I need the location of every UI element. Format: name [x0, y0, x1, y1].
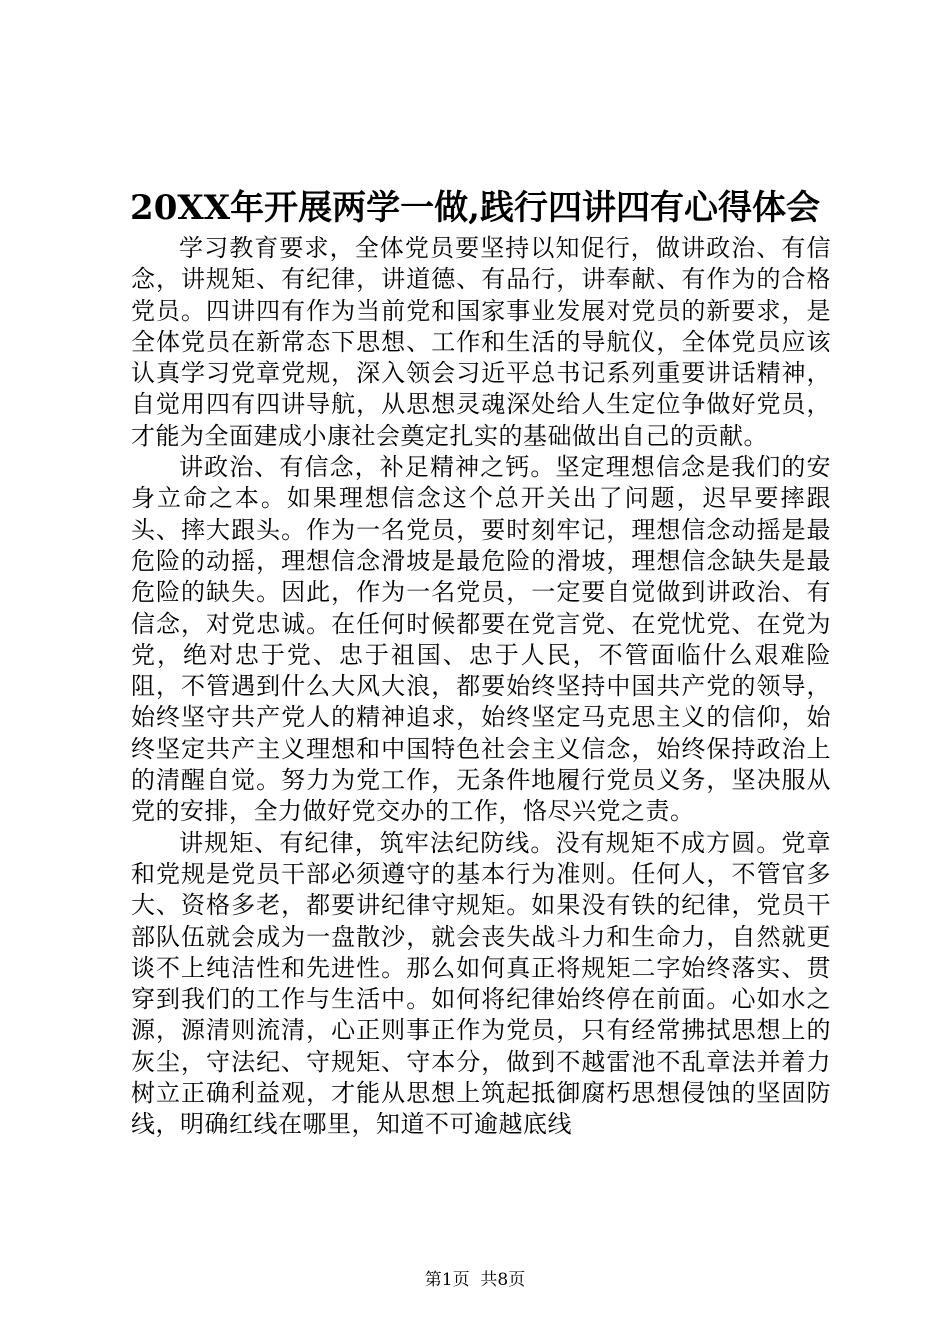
document-body: [131, 233, 831, 1141]
page-number-label: 第1页 共8页: [424, 1270, 526, 1290]
document-title: 20XX年开展两学一做,践行四讲四有心得体会: [130, 188, 820, 228]
paragraph-politics: 讲政治、有信念，补足精神之钙。坚定理想信念是我们的安身立命之本。如果理想信念这个总开关出了问题，迟早要摔跟头、摔大跟头。作为一名党员，要时刻牢记，理想信念动摇是最危险的动摇，理想信念滑坡是最危险的滑坡，理想信念缺失是最危险的缺失。因此，作为一名党员，一定要自觉做到讲政治、有信念，对党忠诚。在任何时候都要在党言党、在党忧党、在党为党，绝对忠于党、忠于祖国、忠于人民，不管面临什么艰难险阻，不管遇到什么大风大浪，都要始终坚持中国共产党的领导，始终坚守共产党人的精神追求，始终坚定马克思主义的信仰，始终坚定共产主义理想和中国特色社会主义信念，始终保持政治上的清醒自觉。努力为党工作，无条件地履行党员义务，坚决服从党的安排，全力做好党交办的工作，恪尽兴党之责。: [131, 453, 831, 826]
paragraph-discipline: 讲规矩、有纪律，筑牢法纪防线。没有规矩不成方圆。党章和党规是党员干部必须遵守的基本行为准则。任何人，不管官多大、资格多老，都要讲纪律守规矩。如果没有铁的纪律，党员干部队伍就会成为一盘散沙，就会丧失战斗力和生命力，自然就更谈不上纯洁性和先进性。那么如何真正将规矩二字始终落实、贯穿到我们的工作与生活中。如何将纪律始终停在前面。心如水之源，源清则流清，心正则事正作为党员，只有经常拂拭思想上的灰尘，守法纪、守规矩、守本分，做到不越雷池不乱章法并着力树立正确利益观，才能从思想上筑起抵御腐朽思想侵蚀的坚固防线，明确红线在哪里，知道不可逾越底线: [131, 828, 831, 1139]
paragraph-intro: 学习教育要求，全体党员要坚持以知促行，做讲政治、有信念，讲规矩、有纪律，讲道德、有品行，讲奉献、有作为的合格党员。四讲四有作为当前党和国家事业发展对党员的新要求，是全体党员在新常态下思想、工作和生活的导航仪，全体党员应该认真学习党章党规，深入领会习近平总书记系列重要讲话精神，自觉用四有四讲导航，从思想灵魂深处给人生定位争做好党员，才能为全面建成小康社会奠定扎实的基础做出自己的贡献。: [131, 234, 831, 450]
page-footer: [0, 1268, 950, 1292]
